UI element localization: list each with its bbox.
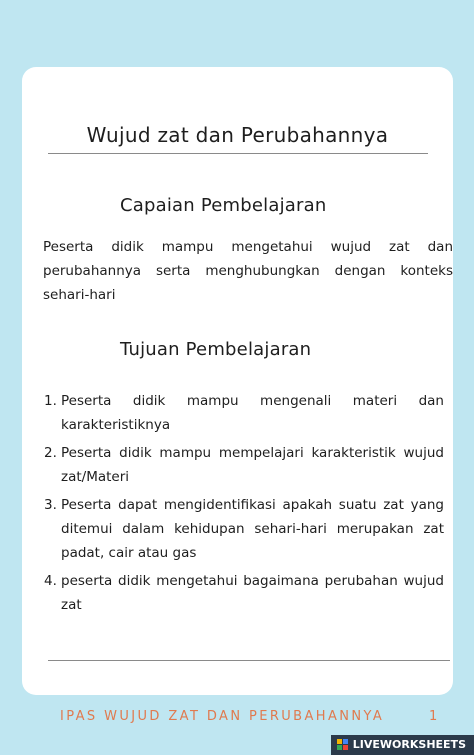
tujuan-heading: Tujuan Pembelajaran [120, 339, 312, 360]
list-item [44, 569, 444, 617]
list-item-number: 2. [44, 445, 57, 461]
capaian-text: Peserta didik mampu mengetahui wujud zat dan perubahannya serta menghubungkan dengan konteks sehari-hari [43, 239, 453, 303]
title-divider [48, 153, 428, 154]
document-title: Wujud zat dan Perubahannya [86, 123, 389, 147]
liveworksheets-logo-icon [337, 739, 349, 751]
document-card [22, 67, 453, 695]
page-number: 1 [429, 709, 438, 724]
list-item-text: peserta didik mengetahui bagaimana perubahan wujud zat [61, 573, 444, 613]
list-item [44, 389, 444, 437]
list-item-number: 1. [44, 393, 57, 409]
liveworksheets-logo-label: LIVEWORKSHEETS [352, 738, 466, 751]
list-item [44, 493, 444, 565]
capaian-heading: Capaian Pembelajaran [120, 195, 327, 216]
list-item-number: 3. [44, 497, 57, 513]
list-item [44, 441, 444, 489]
list-item-number: 4. [44, 573, 57, 589]
liveworksheets-logo[interactable] [331, 735, 474, 755]
list-item-text: Peserta didik mampu mempelajari karakteristik wujud zat/Materi [61, 445, 444, 485]
footer-title: IPAS WUJUD ZAT DAN PERUBAHANNYA [60, 709, 385, 724]
list-item-text: Peserta dapat mengidentifikasi apakah suatu zat yang ditemui dalam kehidupan sehari-hari merupakan zat padat, cair atau gas [61, 497, 444, 561]
tujuan-list [44, 389, 444, 621]
bottom-divider [48, 660, 450, 661]
list-item-text: Peserta didik mampu mengenali materi dan karakteristiknya [61, 393, 444, 433]
